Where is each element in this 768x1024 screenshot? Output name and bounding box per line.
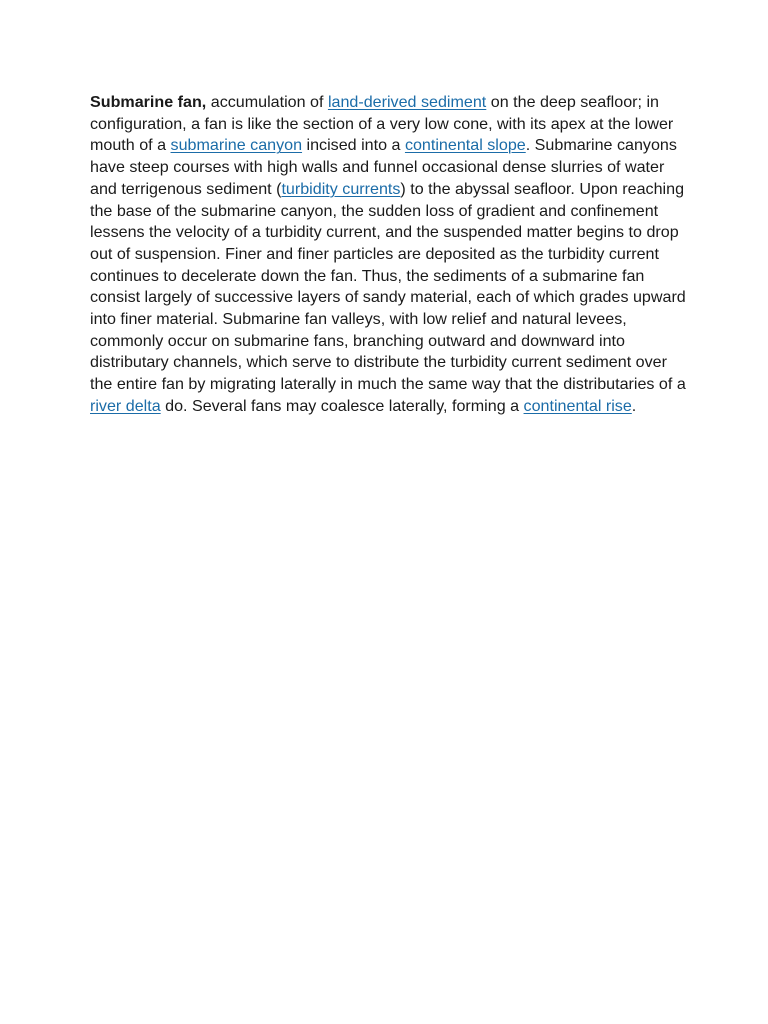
text-segment: on the deep seafloor; in configuration, a fan is like the section of a very low cone, with its apex at the lower mouth of a	[90, 93, 674, 155]
text-segment: ) to the abyssal seafloor. Upon reaching the base of the submarine canyon, the sudden loss of gradient and confinement lessens the velocity of a turbidity current, and the suspended matter begins to drop out of suspension. Finer and finer particles are deposited as the turbidity current continues to decelerate down the fan. Thus, the sediments of a submarine fan consist largely of successive layers of sandy material, each of which grades upward into finer material. Submarine fan valleys, with low relief and natural levees, commonly occur on submarine fans, branching outward and downward into distributary channels, which serve to distribute the turbidity current sediment over the entire fan by migrating laterally in much the same way that the distributaries of a	[90, 179, 686, 394]
text-segment: .	[631, 396, 637, 415]
text-segment: . Submarine canyons have steep courses with high walls and funnel occasional dense slurries of water and terrigenous sediment (	[90, 136, 677, 198]
text-segment: do. Several fans may coalesce laterally, forming a	[160, 396, 524, 415]
link-continental-slope[interactable]: continental slope	[404, 136, 526, 155]
text-segment: incised into a	[302, 136, 405, 155]
link-turbidity-currents[interactable]: turbidity currents	[281, 179, 401, 198]
article-term: Submarine fan,	[90, 93, 207, 111]
link-river-delta[interactable]: river delta	[90, 396, 161, 415]
link-land-derived-sediment[interactable]: land-derived sediment	[327, 93, 487, 111]
text-segment: accumulation of	[206, 93, 328, 111]
link-submarine-canyon[interactable]: submarine canyon	[170, 136, 303, 155]
link-continental-rise[interactable]: continental rise	[523, 396, 632, 415]
article-paragraph	[90, 92, 690, 418]
